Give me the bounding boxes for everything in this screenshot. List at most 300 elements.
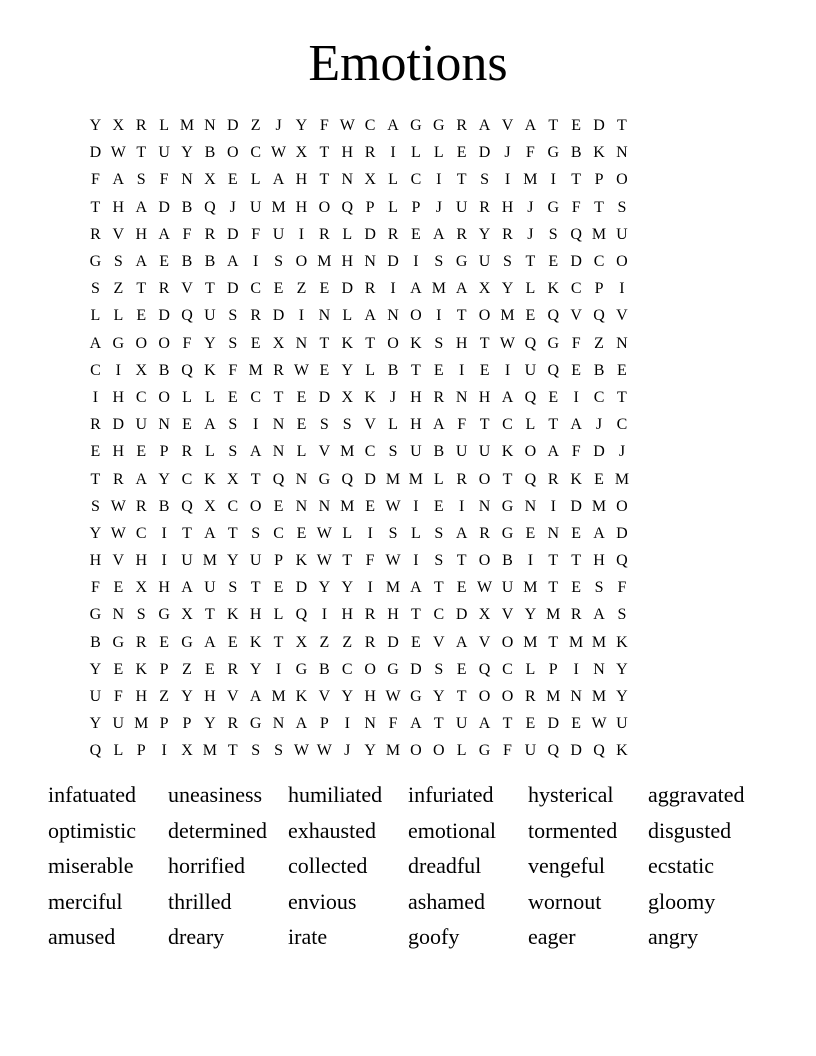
grid-cell: P: [548, 660, 558, 678]
grid-cell: U: [410, 443, 422, 461]
grid-cell: G: [501, 497, 514, 515]
grid-cell: A: [410, 579, 422, 597]
word-list-item: uneasiness: [168, 782, 263, 807]
grid-cell: L: [388, 171, 398, 189]
grid-cell: H: [501, 198, 514, 216]
grid-cell: U: [249, 552, 262, 570]
grid-cell: D: [387, 633, 399, 651]
grid-cell: M: [271, 198, 286, 216]
grid-cell: D: [478, 144, 491, 162]
grid-cell: W: [293, 742, 310, 760]
grid-cell: T: [571, 171, 582, 189]
grid-cell: S: [434, 552, 444, 570]
grid-cell: S: [90, 497, 100, 515]
word-list-item: envious: [288, 888, 357, 914]
grid-cell: I: [504, 361, 511, 379]
grid-cell: E: [159, 633, 169, 651]
grid-cell: U: [478, 443, 491, 461]
grid-cell: L: [525, 416, 536, 434]
grid-cell: I: [550, 497, 556, 515]
grid-cell: I: [298, 307, 305, 325]
grid-cell: P: [274, 552, 284, 570]
grid-cell: R: [135, 633, 147, 651]
grid-cell: H: [89, 552, 102, 570]
grid-cell: A: [295, 715, 308, 733]
grid-cell: Q: [204, 198, 216, 216]
grid-cell: G: [112, 633, 125, 651]
grid-cell: N: [478, 497, 491, 515]
grid-cell: Q: [616, 552, 628, 570]
grid-cell: L: [342, 524, 353, 542]
grid-cell: S: [136, 606, 146, 624]
grid-cell: D: [547, 715, 560, 733]
grid-cell: K: [249, 633, 262, 651]
grid-cell: I: [504, 171, 511, 189]
grid-cell: X: [204, 497, 216, 515]
grid-cell: S: [274, 742, 284, 760]
grid-cell: K: [295, 688, 308, 706]
grid-cell: T: [205, 606, 215, 624]
grid-cell: O: [387, 334, 399, 352]
grid-cell: C: [364, 443, 376, 461]
grid-cell: R: [364, 144, 376, 162]
grid-cell: F: [90, 579, 100, 597]
grid-cell: W: [385, 552, 401, 570]
grid-cell: S: [90, 280, 100, 298]
grid-cell: W: [110, 144, 126, 162]
grid-cell: O: [478, 552, 491, 570]
word-list-item: exhausted: [288, 817, 376, 843]
grid-cell: D: [318, 388, 331, 406]
grid-cell: U: [181, 552, 193, 570]
grid-cell: F: [571, 443, 581, 461]
grid-cell: Y: [89, 660, 102, 678]
grid-cell: I: [459, 361, 465, 379]
grid-cell: H: [341, 253, 354, 271]
grid-cell: X: [135, 361, 147, 379]
grid-cell: N: [295, 334, 308, 352]
grid-cell: P: [594, 280, 604, 298]
grid-cell: W: [385, 688, 401, 706]
word-list-item: determined: [168, 817, 267, 843]
grid-cell: G: [112, 334, 125, 352]
grid-cell: N: [272, 443, 285, 461]
grid-cell: I: [367, 579, 373, 597]
grid-row: [84, 275, 633, 302]
grid-cell: M: [340, 443, 355, 461]
grid-cell: Z: [594, 334, 604, 352]
word-list-item: goofy: [408, 924, 460, 949]
grid-cell: M: [385, 742, 401, 760]
grid-cell: Y: [478, 225, 491, 243]
grid-row: [84, 574, 633, 601]
grid-cell: A: [570, 416, 582, 434]
grid-cell: I: [390, 280, 396, 298]
grid-cell: U: [204, 579, 216, 597]
grid-cell: S: [274, 253, 284, 271]
grid-cell: R: [90, 225, 101, 243]
grid-cell: A: [204, 416, 216, 434]
grid-cell: O: [524, 443, 537, 461]
grid-cell: T: [273, 633, 284, 651]
grid-cell: D: [227, 280, 239, 298]
grid-cell: S: [228, 307, 238, 325]
grid-cell: N: [158, 416, 170, 434]
grid-cell: O: [478, 470, 491, 488]
grid-cell: T: [548, 579, 559, 597]
grid-row: [84, 194, 633, 221]
grid-cell: Y: [341, 579, 354, 597]
grid-cell: F: [571, 334, 581, 352]
grid-cell: H: [204, 688, 216, 706]
grid-cell: V: [112, 552, 125, 570]
grid-cell: A: [158, 225, 170, 243]
grid-cell: P: [159, 443, 169, 461]
grid-cell: D: [158, 198, 170, 216]
grid-cell: M: [546, 606, 561, 624]
grid-cell: M: [591, 497, 607, 515]
grid-cell: M: [271, 688, 286, 706]
grid-cell: T: [548, 416, 559, 434]
grid-cell: O: [227, 144, 239, 162]
grid-cell: S: [388, 524, 398, 542]
grid-cell: N: [616, 334, 628, 352]
grid-cell: I: [161, 552, 167, 570]
grid-cell: F: [571, 198, 581, 216]
grid-cell: R: [364, 633, 376, 651]
grid-cell: O: [410, 742, 422, 760]
grid-cell: E: [548, 253, 559, 271]
grid-cell: Q: [89, 742, 102, 760]
word-list-item: wornout: [528, 888, 602, 914]
grid-cell: T: [502, 715, 513, 733]
grid-cell: T: [342, 552, 353, 570]
grid-cell: U: [135, 416, 147, 434]
grid-cell: H: [135, 688, 147, 706]
grid-row: [84, 629, 633, 656]
grid-cell: Y: [158, 470, 170, 488]
grid-cell: I: [573, 660, 579, 678]
grid-cell: W: [271, 144, 287, 162]
grid-cell: U: [524, 361, 537, 379]
grid-cell: B: [158, 361, 170, 379]
grid-cell: E: [136, 443, 147, 461]
word-list: [48, 777, 768, 955]
grid-cell: G: [318, 470, 331, 488]
grid-cell: Z: [342, 633, 353, 651]
grid-row: [84, 656, 633, 683]
grid-cell: A: [455, 524, 468, 542]
grid-cell: E: [411, 633, 421, 651]
grid-cell: M: [317, 253, 332, 271]
grid-cell: W: [499, 334, 516, 352]
grid-cell: Q: [295, 606, 308, 624]
grid-row: [84, 112, 633, 139]
grid-cell: M: [248, 361, 263, 379]
grid-cell: T: [548, 117, 559, 135]
grid-cell: F: [182, 334, 192, 352]
grid-cell: C: [181, 470, 193, 488]
grid-cell: L: [273, 606, 284, 624]
grid-cell: W: [110, 524, 126, 542]
grid-cell: A: [455, 633, 468, 651]
grid-cell: Q: [570, 225, 582, 243]
grid-cell: Q: [547, 307, 560, 325]
grid-cell: N: [547, 524, 560, 542]
grid-cell: D: [593, 443, 605, 461]
grid-cell: Y: [181, 144, 193, 162]
grid-cell: L: [113, 307, 124, 325]
grid-cell: K: [547, 280, 560, 298]
grid-cell: E: [617, 361, 627, 379]
grid-cell: X: [181, 742, 193, 760]
grid-cell: M: [385, 470, 401, 488]
grid-cell: I: [459, 497, 465, 515]
grid-cell: G: [89, 253, 102, 271]
grid-cell: C: [364, 117, 376, 135]
grid-cell: V: [616, 307, 628, 325]
word-list-item: irate: [288, 924, 328, 949]
grid-cell: I: [413, 552, 419, 570]
grid-cell: E: [113, 660, 124, 678]
grid-cell: K: [616, 633, 628, 651]
grid-cell: E: [273, 280, 284, 298]
grid-cell: N: [295, 470, 308, 488]
grid-cell: G: [547, 334, 560, 352]
grid-cell: H: [249, 606, 262, 624]
grid-cell: N: [570, 688, 582, 706]
grid-cell: U: [616, 715, 628, 733]
grid-cell: B: [319, 660, 330, 678]
grid-cell: P: [594, 171, 604, 189]
grid-cell: G: [547, 144, 560, 162]
grid-cell: T: [205, 280, 215, 298]
grid-cell: M: [340, 497, 355, 515]
grid-cell: N: [181, 171, 193, 189]
grid-cell: B: [158, 497, 170, 515]
grid-cell: N: [295, 497, 308, 515]
grid-cell: H: [135, 552, 147, 570]
grid-cell: V: [181, 280, 193, 298]
grid-cell: H: [410, 416, 422, 434]
grid-cell: F: [159, 171, 169, 189]
grid-cell: E: [319, 280, 330, 298]
word-list-item: gloomy: [648, 888, 716, 914]
grid-cell: Y: [227, 552, 239, 570]
grid-cell: H: [387, 606, 399, 624]
grid-cell: S: [251, 524, 261, 542]
grid-cell: A: [89, 334, 102, 352]
grid-cell: O: [433, 742, 445, 760]
grid-cell: L: [388, 416, 398, 434]
word-list-item: emotional: [408, 817, 496, 843]
grid-cell: R: [181, 443, 193, 461]
grid-cell: G: [158, 606, 170, 624]
grid-cell: S: [503, 253, 512, 271]
grid-cell: M: [591, 633, 607, 651]
grid-cell: E: [250, 334, 261, 352]
grid-cell: A: [135, 198, 147, 216]
grid-cell: E: [456, 579, 467, 597]
word-list-item: aggravated: [648, 782, 745, 807]
grid-cell: M: [591, 688, 607, 706]
grid-cell: T: [250, 470, 261, 488]
grid-cell: A: [501, 388, 514, 406]
grid-cell: E: [296, 524, 307, 542]
grid-cell: R: [479, 524, 490, 542]
grid-cell: O: [135, 334, 147, 352]
grid-cell: L: [365, 361, 376, 379]
grid-cell: N: [524, 497, 537, 515]
grid-cell: Y: [318, 579, 331, 597]
grid-cell: M: [408, 470, 424, 488]
grid-cell: L: [296, 443, 307, 461]
page-title: Emotions: [308, 35, 508, 92]
grid-row: [84, 411, 633, 438]
grid-cell: Y: [524, 606, 537, 624]
grid-cell: F: [90, 171, 100, 189]
grid-cell: F: [457, 416, 467, 434]
grid-cell: J: [527, 198, 534, 216]
grid-cell: L: [525, 660, 536, 678]
grid-cell: T: [525, 253, 536, 271]
grid-cell: C: [250, 144, 262, 162]
grid-cell: K: [341, 334, 354, 352]
grid-cell: I: [436, 307, 442, 325]
grid-cell: Y: [341, 361, 354, 379]
grid-cell: I: [413, 497, 419, 515]
grid-cell: E: [159, 253, 169, 271]
grid-cell: H: [135, 225, 147, 243]
grid-cell: K: [295, 552, 308, 570]
grid-cell: M: [385, 579, 401, 597]
grid-cell: J: [595, 416, 603, 434]
grid-cell: C: [250, 280, 262, 298]
grid-cell: D: [295, 579, 308, 597]
word-list-item: optimistic: [48, 817, 136, 843]
grid-cell: T: [479, 416, 490, 434]
grid-cell: J: [435, 198, 442, 216]
grid-cell: W: [591, 715, 607, 733]
grid-cell: Y: [501, 280, 514, 298]
grid-cell: L: [433, 144, 444, 162]
grid-cell: K: [501, 443, 514, 461]
grid-cell: E: [90, 443, 101, 461]
grid-cell: S: [319, 416, 329, 434]
grid-row: [84, 438, 633, 465]
grid-cell: A: [478, 117, 491, 135]
grid-row: [84, 221, 633, 248]
grid-cell: A: [364, 307, 376, 325]
grid-cell: F: [251, 225, 261, 243]
grid-cell: X: [295, 633, 308, 651]
grid-cell: L: [456, 742, 467, 760]
grid-cell: C: [90, 361, 101, 379]
word-list-item: thrilled: [168, 888, 232, 914]
grid-cell: M: [202, 552, 218, 570]
grid-cell: Q: [272, 470, 285, 488]
grid-cell: A: [135, 470, 147, 488]
word-list-item: dreadful: [408, 853, 482, 878]
grid-cell: N: [272, 715, 285, 733]
grid-cell: R: [273, 361, 284, 379]
grid-row: [84, 601, 633, 628]
grid-cell: H: [593, 552, 605, 570]
grid-cell: Q: [547, 742, 560, 760]
grid-cell: D: [227, 117, 239, 135]
grid-cell: Q: [478, 660, 491, 678]
grid-cell: G: [547, 198, 560, 216]
grid-cell: A: [410, 280, 422, 298]
grid-cell: D: [387, 253, 399, 271]
grid-cell: F: [365, 552, 375, 570]
grid-cell: Z: [296, 280, 307, 298]
grid-cell: K: [135, 660, 147, 678]
grid-cell: E: [365, 497, 376, 515]
grid-cell: A: [433, 416, 445, 434]
grid-cell: S: [113, 253, 123, 271]
grid-cell: Y: [204, 715, 216, 733]
grid-cell: J: [618, 443, 626, 461]
grid-cell: R: [387, 225, 399, 243]
grid-cell: D: [455, 606, 468, 624]
grid-cell: E: [525, 715, 536, 733]
grid-cell: T: [411, 361, 421, 379]
grid-cell: M: [202, 742, 218, 760]
grid-cell: T: [319, 171, 330, 189]
grid-cell: I: [253, 253, 259, 271]
grid-cell: A: [135, 253, 147, 271]
grid-cell: X: [364, 171, 376, 189]
grid-cell: V: [318, 443, 331, 461]
grid-cell: Q: [181, 497, 193, 515]
grid-cell: K: [593, 144, 605, 162]
grid-cell: L: [205, 388, 215, 406]
grid-cell: B: [181, 198, 193, 216]
grid-cell: S: [434, 660, 444, 678]
grid-cell: E: [571, 361, 582, 379]
word-list-item: infuriated: [408, 782, 494, 807]
grid-cell: S: [434, 334, 444, 352]
grid-cell: T: [456, 307, 467, 325]
grid-cell: N: [616, 144, 628, 162]
grid-cell: V: [501, 117, 514, 135]
grid-cell: Y: [89, 117, 102, 135]
grid-cell: E: [296, 388, 307, 406]
grid-cell: W: [477, 579, 493, 597]
grid-cell: M: [523, 579, 538, 597]
grid-cell: W: [316, 524, 332, 542]
grid-cell: T: [365, 334, 376, 352]
grid-cell: O: [478, 307, 491, 325]
grid-cell: X: [295, 144, 308, 162]
grid-cell: T: [433, 715, 444, 733]
grid-cell: I: [413, 253, 419, 271]
grid-cell: R: [547, 470, 559, 488]
grid-cell: R: [456, 225, 468, 243]
word-list-item: merciful: [48, 888, 123, 914]
grid-cell: T: [182, 524, 192, 542]
grid-cell: L: [411, 144, 421, 162]
grid-cell: T: [250, 579, 261, 597]
word-list-item: infatuated: [48, 782, 136, 807]
grid-cell: U: [272, 225, 285, 243]
grid-cell: C: [502, 660, 513, 678]
grid-cell: L: [433, 470, 444, 488]
grid-cell: U: [455, 715, 468, 733]
grid-cell: X: [478, 606, 491, 624]
grid-cell: L: [182, 388, 192, 406]
